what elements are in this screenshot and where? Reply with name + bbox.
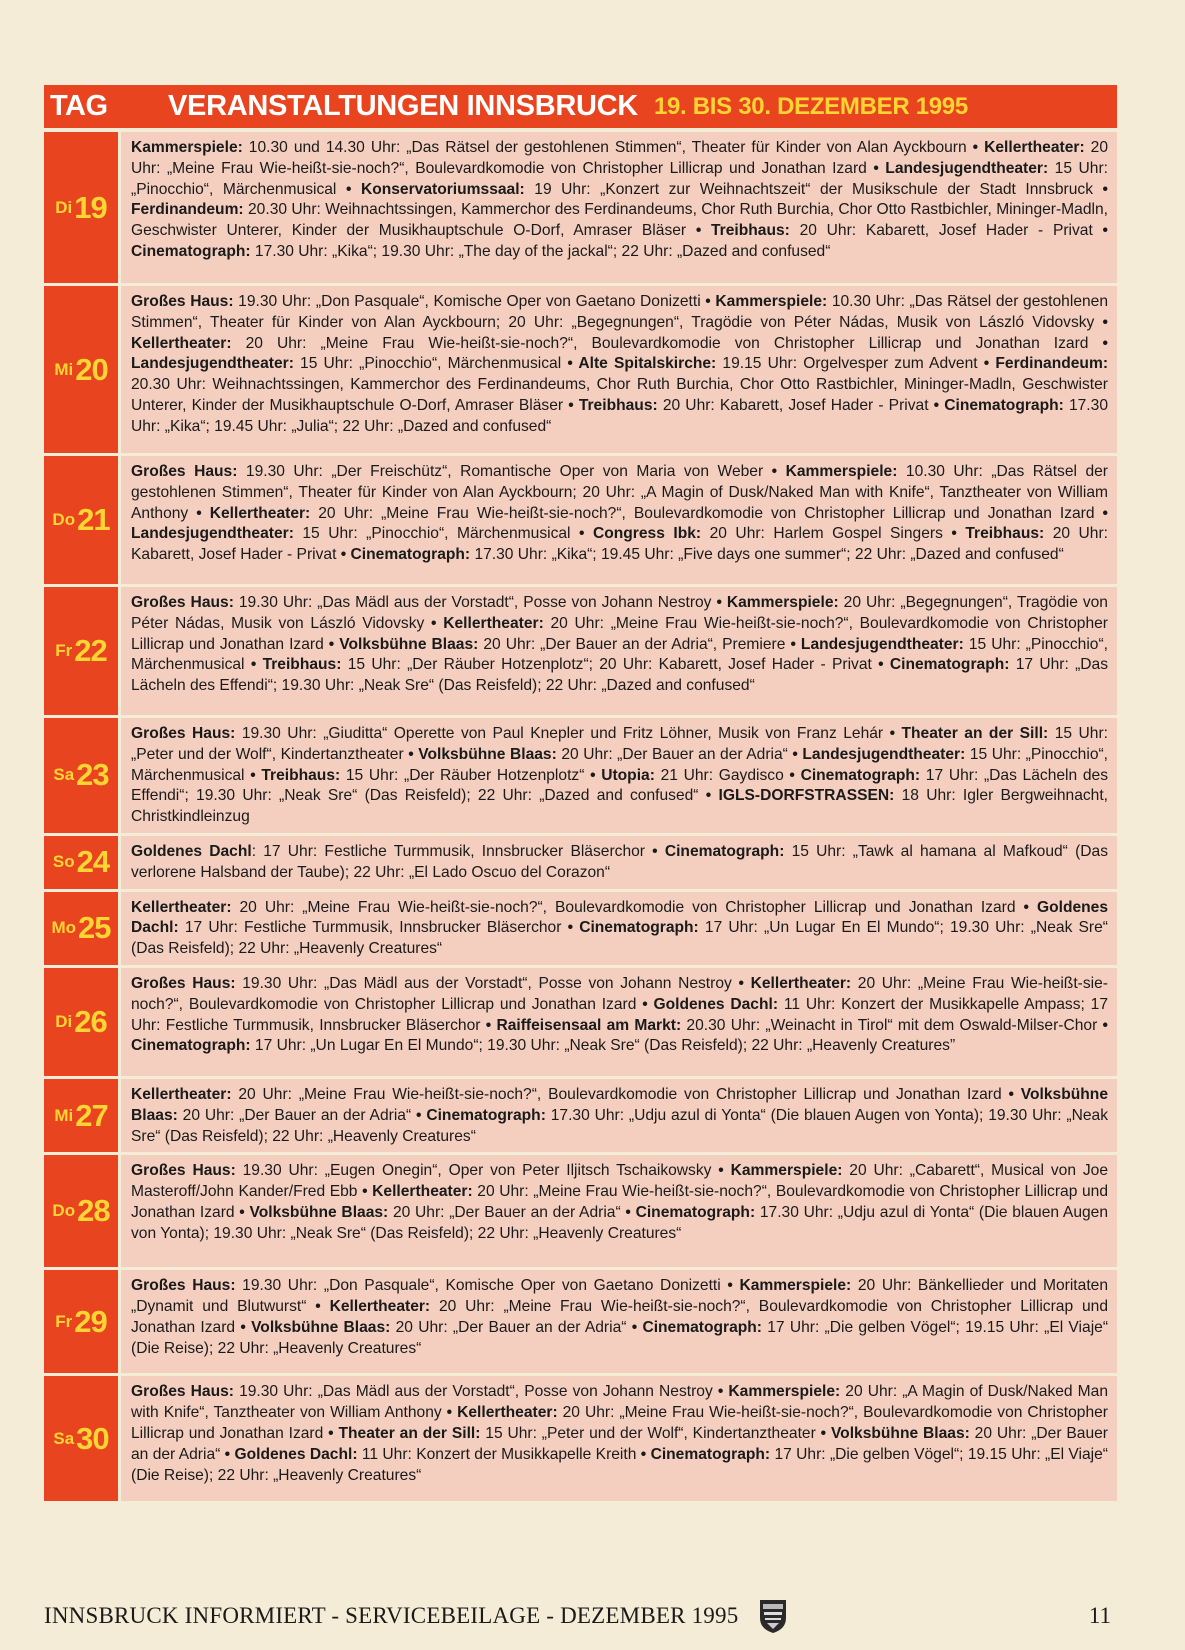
event-details: 17.30 Uhr: „Kika“; 19.45 Uhr: „Julia“; 22 Uhr: „Dazed and confused“ [131,396,1108,435]
event-details: 17 Uhr: Festliche Turmmusik, Innsbrucker Bläserchor [178,919,562,937]
day-events [121,456,1117,584]
venue-name: Theater an der Sill: [901,725,1049,742]
event-details: 11 Uhr: Konzert der Musikkapelle Ampass; 17 Uhr: Festliche Turmmusik, Innsbrucker Bläserchor [131,995,1109,1034]
bullet-separator: • [563,396,579,414]
bullet-separator: • [686,222,712,240]
event-details: 20.30 Uhr: „Weinacht in Tirol“ mit dem Oswald-Milser-Chor [681,1016,1098,1034]
weekday: Sa [53,1428,75,1448]
day-label [44,587,121,715]
day-label [44,836,121,889]
event-details: 20 Uhr: „Der Bauer an der Adria“ [388,1203,621,1221]
day-events [121,836,1117,889]
weekday: Do [52,1201,76,1221]
event-details: 17 Uhr: „Un Lugar En El Mundo“; 19.30 Uhr: „Neak Sre“ (Das Reisfeld); 22 Uhr: „Heavenly Creatures” [250,1037,956,1055]
day-number: 27 [75,1097,108,1133]
bullet-separator: • [336,180,361,198]
event-details: 19.30 Uhr: „Das Mädl aus der Vorstadt“, Posse von Johann Nestroy [233,594,712,611]
day-label [44,968,121,1076]
day-number: 30 [76,1420,109,1456]
event-details: 17.30 Uhr: „Udju azul di Yonta“ (Die blauen Augen von Yonta); 19.30 Uhr: „Neak Sre“ (Das Reisfeld); 22 Uhr: „Heavenly Creatures“ [131,1106,1108,1145]
day-events [121,968,1117,1076]
event-details: 15 Uhr: „Peter und der Wolf“, Kindertanztheater [480,1424,816,1442]
event-details: 10.30 Uhr: „Das Rätsel der gestohlenen Stimmen“, Theater für Kinder von Alan Ayckbourn; 20 Uhr: „Begegnungen“, Tragödie von Péter Nádas, Musik von László Vidovsky [131,293,1109,331]
bullet-separator: • [731,974,751,992]
venue-name: Treibhaus: [261,766,341,784]
day-row [44,968,1117,1079]
venue-name: Kellertheater: [750,974,852,992]
venue-name: Großes Haus: [131,725,236,742]
venue-name: Alte Spitalskirche: [578,355,717,373]
event-details: 15 Uhr: „Der Räuber Hotzenplotz“; 20 Uhr: Kabarett, Josef Hader - Privat [341,656,872,674]
event-details: 20 Uhr: „Meine Frau Wie-heißt-sie-noch?“, Boulevardkomodie von Christopher Lillicrap und Jonathan Izard [231,1085,1002,1103]
venue-name: Großes Haus: [131,293,234,310]
event-details: 17.30 Uhr: „Kika“; 19.30 Uhr: „The day of the jackal“; 22 Uhr: „Dazed and confused“ [250,242,831,260]
event-details: 20 Uhr: „Meine Frau Wie-heißt-sie-noch?“, Boulevardkomodie von Christopher Lillicrap und Jonathan Izard [231,334,1089,352]
venue-name: Kammerspiele: [730,1162,843,1180]
weekday: So [52,852,75,872]
event-details: 15 Uhr: „Pinocchio“, Märchenmusical [131,159,1108,198]
venue-name: Kammerspiele: [131,139,243,156]
event-details: 20 Uhr: „A Magin of Dusk/Naked Man with Knife“, Tanztheater von William Anthony [131,1383,1108,1422]
event-details: 11 Uhr: Konzert der Musikkapelle Kreith [357,1445,637,1463]
venue-name: Kellertheater: [329,1298,431,1316]
bullet-separator: • [584,766,602,784]
event-details: 20 Uhr: „Der Bauer an der Adria“ [177,1106,412,1124]
day-events [121,1155,1117,1267]
event-details: 19.30 Uhr: „Das Mädl aus der Vorstadt“, Posse von Johann Nestroy [234,1383,713,1401]
bullet-separator: • [883,725,902,742]
day-label [44,892,121,965]
bullet-separator: • [783,766,801,784]
venue-name: Cinematograph: [131,1037,251,1055]
venue-name: Cinematograph: [889,656,1010,674]
weekday: Fr [55,1311,73,1331]
day-number: 25 [78,910,111,946]
bullet-separator: • [244,656,263,674]
venue-name: Treibhaus: [965,525,1045,543]
venue-name: Kellertheater: [372,1183,473,1201]
venue-name: Großes Haus: [131,1383,234,1401]
bullet-separator: • [336,546,351,564]
bullet-separator: • [323,1424,339,1442]
event-details: : 17 Uhr: Festliche Turmmusik, Innsbrucker Bläserchor [251,842,645,860]
bullet-separator: • [403,745,419,763]
day-number: 28 [77,1193,110,1229]
event-details: 19.30 Uhr: „Don Pasquale“, Komische Oper von Gaetano Donizetti [235,1277,721,1295]
day-events [121,587,1117,715]
venue-name: Kellertheater: [984,139,1085,156]
event-details: 20 Uhr: Harlem Gospel Singers [701,525,943,543]
bullet-separator: • [698,787,719,805]
day-number: 20 [75,351,108,387]
venue-name: Kellertheater: [209,504,311,522]
weekday: Mi [54,359,74,379]
header-tag: TAG [50,90,108,122]
venue-name: Raiffeisensaal am Markt: [496,1016,682,1034]
page-footer [44,1598,1117,1634]
bullet-separator: • [235,1318,252,1336]
day-events [121,1079,1117,1152]
event-details: 19.30 Uhr: „Don Pasquale“, Komische Oper von Gaetano Donizetti [233,293,701,310]
event-details: 20 Uhr: „Der Bauer an der Adria“ [390,1318,627,1336]
bullet-separator: • [700,293,716,310]
weekday: Di [55,197,73,217]
bullet-separator: • [626,1318,643,1336]
venue-name: Treibhaus: [711,222,790,240]
bullet-separator: • [1094,313,1108,331]
venue-name: Goldenes Dachl: [234,1445,358,1463]
bullet-separator: • [815,1424,831,1442]
venue-name: Cinematograph: [635,1203,756,1221]
venue-name: Kammerspiele: [715,293,828,310]
day-row [44,1376,1117,1504]
event-details: 20 Uhr: „Meine Frau Wie-heißt-sie-noch?“, Boulevardkomodie von Christopher Lillicrap und Jonathan Izard [231,898,1016,916]
event-details: 20 Uhr: „Meine Frau Wie-heißt-sie-noch?“, Boulevardkomodie von Christopher Lillicrap und Jonathan Izard [131,1404,1108,1442]
bullet-separator: • [411,1106,427,1124]
bullet-separator: • [1001,1085,1021,1103]
bullet-separator: • [1015,898,1037,916]
bullet-separator: • [712,1383,729,1401]
bullet-separator: • [1094,504,1109,522]
day-label [44,286,121,453]
day-number: 23 [76,757,109,793]
footer-text: INNSBRUCK INFORMIERT - SERVICEBEILAGE - DEZEMBER 1995 [44,1603,739,1628]
day-number: 21 [77,502,110,537]
day-label [44,1376,121,1501]
bullet-separator: • [424,614,444,632]
event-details: 10.30 Uhr: „Das Rätsel der gestohlenen Stimmen“, Theater für Kinder von Alan Ayckbourn; 20 Uhr: „A Magin of Dusk/Naked Man with Knife“, Tanztheater von William Anthony [131,463,1108,522]
event-details: 20.30 Uhr: Weihnachtssingen, Kammerchor des Ferdinandeums, Chor Ruth Burchia, Chor Otto Rastbichler, Mininger-Madln, Geschwister Unterer, Kinder der Musikhauptschule O-Dorf, Amraser Bläser [131,376,1108,414]
event-details: 19.30 Uhr: „Eugen Onegin“, Oper von Peter Iljitsch Tschaikowsky [235,1162,712,1180]
bullet-separator: • [966,139,985,156]
event-details: 17 Uhr: „Die gelben Vögel“; 19.15 Uhr: „El Viaje“ (Die Reise); 22 Uhr: „Heavenly Creatures“ [131,1445,1108,1484]
venue-name: Großes Haus: [131,463,238,480]
event-details: 15 Uhr: „Tawk al hamana al Mafkoud“ (Das verlorene Halsband der Taube); 22 Uhr: „El Lado Oscuo del Corazon“ [131,842,1108,881]
day-row [44,1270,1117,1376]
day-row [44,836,1117,892]
day-row [44,587,1117,718]
bullet-separator: • [977,355,996,373]
venue-name: Kellertheater: [443,614,544,632]
bullet-separator: • [561,355,579,373]
event-details: 15 Uhr: „Pinocchio“, Märchenmusical [131,635,1109,674]
bullet-separator: • [357,1183,373,1201]
day-number: 24 [76,844,110,880]
bullet-separator: • [787,745,803,763]
venue-name: Kammerspiele: [785,463,898,480]
venue-name: Volksbühne Blaas: [131,1085,1109,1124]
bullet-separator: • [1093,180,1109,198]
bullet-separator: • [561,919,580,937]
day-label [44,1079,121,1152]
day-label [44,1270,121,1373]
day-label [44,718,121,833]
bullet-separator: • [306,1298,330,1316]
day-label [44,132,121,283]
event-details: 20 Uhr: „Meine Frau Wie-heißt-sie-noch?“, Boulevardkomodie von Christopher Lillicrap und Jonathan Izard [131,1183,1108,1221]
bullet-separator: • [636,995,654,1013]
bullet-separator: • [570,525,593,543]
event-details: 17 Uhr: „Die gelben Vögel“; 19.15 Uhr: „El Viaje“ (Die Reise); 22 Uhr: „Heavenly Creatures“ [131,1318,1109,1357]
bullet-separator: • [220,1445,235,1463]
event-details: 17 Uhr: „Das Lächeln des Effendi“; 19.30 Uhr: „Neak Sre“ (Das Reisfeld); 22 Uhr: „Dazed and confused“ [131,766,1108,805]
event-details: 17.30 Uhr: „Udju azul di Yonta“ (Die blauen Augen von Yonta); 19.30 Uhr: „Neak Sre“ (Das Reisfeld); 22 Uhr: „Heavenly Creatures“ [131,1203,1109,1242]
day-number: 19 [74,189,107,225]
event-details: 17.30 Uhr: „Kika“; 19.45 Uhr: „Five days one summer“; 22 Uhr: „Dazed and confused“ [470,546,1064,564]
bullet-separator: • [441,1404,458,1422]
bullet-separator: • [644,842,665,860]
venue-name: Goldenes Dachl: [653,995,779,1013]
day-label [44,1155,121,1267]
event-details: 20 Uhr: „Begegnungen“, Tragödie von Péter Nádas, Musik von László Vidovsky [131,594,1108,632]
event-details: 20 Uhr: „Meine Frau Wie-heißt-sie-noch?“, Boulevardkomodie von Christopher Lillicrap und Jonathan Izard [131,974,1108,1013]
venue-name: Goldenes Dachl: [131,898,1109,937]
header-title: VERANSTALTUNGEN INNSBRUCK [168,90,638,122]
day-row [44,132,1117,286]
event-details: 19.30 Uhr: „Giuditta“ Operette von Paul Knepler und Fritz Löhner, Musik von Franz Lehár [235,725,884,742]
bullet-separator: • [763,463,786,480]
venue-name: Congress Ibk: [592,525,702,543]
venue-name: Volksbühne Blaas: [251,1318,391,1336]
venue-name: Volksbühne Blaas: [418,745,557,763]
event-details: 20 Uhr: Kabarett, Josef Hader - Privat [657,396,929,414]
city-crest-icon [758,1598,788,1634]
events-table [44,85,1117,1504]
venue-name: Volksbühne Blaas: [339,635,479,653]
page-number: 11 [1088,1603,1111,1628]
day-events [121,718,1117,833]
event-details: 15 Uhr: „Der Räuber Hotzenplotz“ [340,766,585,784]
event-details: 15 Uhr: „Peter und der Wolf“, Kindertanztheater [131,725,1108,763]
venue-name: Treibhaus: [262,656,342,674]
bullet-separator: • [188,504,210,522]
day-label [44,456,121,584]
venue-name: Utopia: [601,766,655,784]
venue-name: Volksbühne Blaas: [830,1424,970,1442]
venue-name: Cinematograph: [350,546,471,564]
venue-name: Kammerspiele: [739,1277,852,1295]
day-number: 22 [74,633,107,668]
event-details: 15 Uhr: „Pinocchio“, Märchenmusical [131,745,1109,784]
bullet-separator: • [928,396,945,414]
venue-name: Volksbühne Blaas: [249,1203,389,1221]
venue-name: Cinematograph: [944,396,1064,414]
weekday: Mo [51,918,77,938]
venue-name: Landesjugendtheater: [802,745,966,763]
venue-name: Kammerspiele: [726,594,839,611]
event-details: 19 Uhr: „Konzert zur Weihnachtszeit“ der Musikschule der Stadt Innsbruck [524,180,1094,198]
venue-name: Großes Haus: [131,974,236,992]
venue-name: Landesjugendtheater: [131,355,294,373]
bullet-separator: • [323,635,340,653]
bullet-separator: • [1092,222,1108,240]
day-row [44,456,1117,587]
venue-name: Treibhaus: [578,396,658,414]
event-details: 20 Uhr: Bänkellieder und Moritaten „Dynamit und Blutwurst“ [131,1277,1108,1316]
event-details: 21 Uhr: Gaydisco [654,766,784,784]
event-details: 17 Uhr: „Un Lugar En El Mundo“; 19.30 Uhr: „Neak Sre“ (Das Reisfeld); 22 Uhr: „Heavenly Creatures“ [131,919,1108,958]
bullet-separator: • [480,1016,497,1034]
bullet-separator: • [711,594,727,611]
day-row [44,1079,1117,1155]
venue-name: Theater an der Sill: [338,1424,481,1442]
venue-name: Landesjugendtheater: [800,635,964,653]
event-details: 20 Uhr: „Meine Frau Wie-heißt-sie-noch?“, Boulevardkomodie von Christopher Lillicrap und Jonathan Izard [131,1298,1108,1336]
venue-name: Cinematograph: [642,1318,762,1336]
venue-name: Großes Haus: [131,1277,236,1295]
weekday: Sa [53,765,75,785]
bullet-separator: • [866,159,886,177]
bullet-separator: • [871,656,890,674]
bullet-separator: • [244,766,262,784]
event-details: 20 Uhr: „Meine Frau Wie-heißt-sie-noch?“, Boulevardkomodie von Christopher Lillicrap und Jonathan Izard [131,614,1108,653]
day-events [121,1270,1117,1373]
table-header [44,85,1117,128]
event-details: 15 Uhr: „Pinocchio“, Märchenmusical [293,355,562,373]
event-details: 10.30 und 14.30 Uhr: „Das Rätsel der gestohlenen Stimmen“, Theater für Kinder von Alan Ayckbourn [242,139,967,156]
day-events [121,132,1117,283]
venue-name: Ferdinandeum: [995,355,1109,373]
venue-name: Cinematograph: [579,919,699,937]
day-row [44,1155,1117,1270]
event-details: 20 Uhr: „Der Bauer an der Adria“ [131,1424,1108,1463]
bullet-separator: • [620,1203,636,1221]
venue-name: Cinematograph: [131,242,251,260]
bullet-separator: • [720,1277,740,1295]
bullet-separator: • [785,635,801,653]
event-details: 17 Uhr: „Das Lächeln des Effendi“; 19.30 Uhr: „Neak Sre“ (Das Reisfeld); 22 Uhr: „Dazed and confused“ [131,656,1109,695]
weekday: Mi [54,1105,74,1125]
venue-name: IGLS-DORFSTRASSEN: [718,787,895,805]
bullet-separator: • [234,1203,250,1221]
day-row [44,718,1117,836]
event-details: 19.30 Uhr: „Der Freischütz“, Romantische Oper von Maria von Weber [237,463,764,480]
venue-name: Cinematograph: [650,1445,771,1463]
day-number: 26 [74,1003,107,1039]
day-row [44,286,1117,456]
venue-name: Kellertheater: [457,1404,558,1422]
event-details: 19.15 Uhr: Orgelvesper zum Advent [716,355,978,373]
day-rows [44,132,1117,1504]
venue-name: Landesjugendtheater: [885,159,1049,177]
event-details: 15 Uhr: „Pinocchio“, Märchenmusical [293,525,571,543]
venue-name: Cinematograph: [664,842,785,860]
event-details: 20 Uhr: Kabarett, Josef Hader - Privat [131,525,1109,564]
bullet-separator: • [1088,334,1109,352]
venue-name: Landesjugendtheater: [131,525,294,543]
venue-name: Cinematograph: [426,1106,546,1124]
bullet-separator: • [1097,1016,1109,1034]
venue-name: Kammerspiele: [728,1383,841,1401]
event-details: 20 Uhr: „Der Bauer an der Adria“, Premiere [478,635,786,653]
venue-name: Großes Haus: [131,594,234,611]
day-events [121,286,1117,453]
venue-name: Kellertheater: [131,898,232,916]
venue-name: Goldenes Dachl [131,842,252,860]
bullet-separator: • [636,1445,651,1463]
weekday: Di [55,1011,73,1031]
event-details: 20 Uhr: „Cabarett“, Musical von Joe Masteroff/John Kander/Fred Ebb [131,1162,1109,1201]
event-details: 20.30 Uhr: Weihnachtssingen, Kammerchor des Ferdinandeums, Chor Ruth Burchia, Chor Otto Rastbichler, Mininger-Madln, Geschwister Unterer, Kinder der Musikhauptschule O-Dorf, Amraser Bläser [131,201,1108,240]
weekday: Do [52,510,76,529]
day-number: 29 [74,1303,107,1339]
event-details: 19.30 Uhr: „Das Mädl aus der Vorstadt“, Posse von Johann Nestroy [235,974,732,992]
bullet-separator: • [711,1162,731,1180]
venue-name: Kellertheater: [131,1085,232,1103]
bullet-separator: • [942,525,966,543]
weekday: Fr [55,641,73,660]
day-row [44,892,1117,968]
venue-name: Großes Haus: [131,1162,236,1180]
event-details: 20 Uhr: „Der Bauer an der Adria“ [556,745,788,763]
venue-name: Kellertheater: [131,334,232,352]
day-events [121,892,1117,965]
venue-name: Konservatoriumssaal: [360,180,525,198]
event-details: 20 Uhr: „Meine Frau Wie-heißt-sie-noch?“, Boulevardkomodie von Christopher Lillicrap und Jonathan Izard [310,504,1095,522]
day-events [121,1376,1117,1501]
header-dates: 19. BIS 30. DEZEMBER 1995 [653,92,968,120]
venue-name: Ferdinandeum: [131,201,244,219]
venue-name: Cinematograph: [800,766,921,784]
event-details: 18 Uhr: Igler Bergweihnacht, Christkindleinzug [131,787,1109,826]
event-details: 20 Uhr: „Meine Frau Wie-heißt-sie-noch?“, Boulevardkomodie von Christopher Lillicrap und Jonathan Izard [131,139,1108,177]
event-details: 20 Uhr: Kabarett, Josef Hader - Privat [789,222,1093,240]
